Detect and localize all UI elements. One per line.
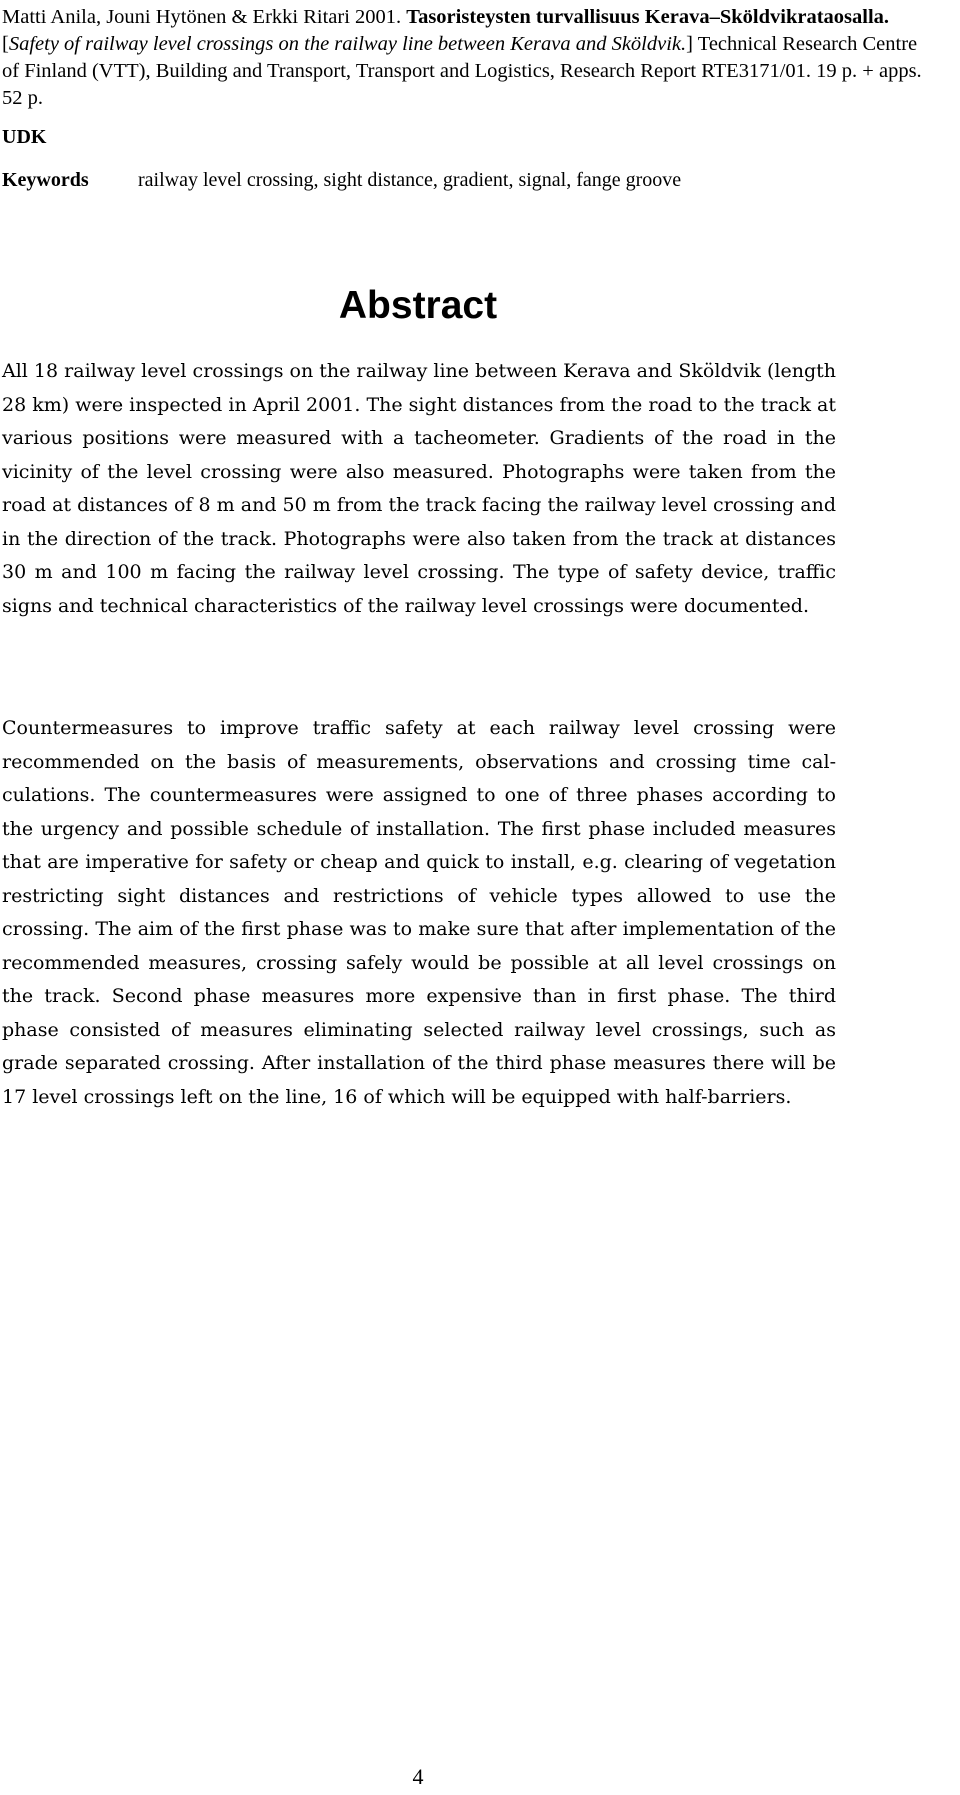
udk-label: UDK [2, 126, 47, 148]
keywords-label: Keywords [2, 169, 89, 191]
citation-translation: Safety of railway level crossings on the railway line between Kerava and Sköldvik. [8, 33, 687, 55]
citation-publisher: Technical Research Centre of Finland (VTT), Building and Transport, Transport and Logistics, Research Report RTE3171/01. 19 p. + apps. 52 p. [2, 33, 922, 109]
page-number: 4 [412, 1764, 424, 1789]
citation-bracket-open: [ [2, 33, 9, 55]
abstract-paragraph-1: All 18 railway level crossings on the railway line between Kerava and Sköldvik (length 28 km) were inspected in April 2001. The sight distances from the road to the track at various positions were measured with a tacheometer. Gradients of the road in the vicinity of the level crossing were also measured. Photographs were taken from the road at distances of 8 m and 50 m from the track facing the railway level crossing and in the direction of the track. Photographs were also taken from the track at distances 30 m and 100 m facing the railway level crossing. The type of safety device, traffic signs and technical characteristics of the railway level crossings were documented. [2, 360, 836, 617]
citation-title: Tasoristeysten turvallisuus Kerava–Sköldvikrataosalla. [406, 6, 890, 28]
citation-authors-year: Matti Anila, Jouni Hytönen & Erkki Ritari 2001. [2, 6, 407, 28]
abstract-heading: Abstract [338, 284, 498, 327]
keywords-value: railway level crossing, sight distance, gradient, signal, fange groove [138, 169, 682, 191]
abstract-paragraph-2: Countermeasures to improve traffic safety at each railway level crossing were recommended on the basis of measurements, observations and crossing time calculations. The countermeasures were assigned to one of three phases according to the urgency and possible schedule of installation. The first phase included measures that are imperative for safety or cheap and quick to install, e.g. clearing of vegetation restricting sight distances and restrictions of vehicle types allowed to use the crossing. The aim of the first phase was to make sure that after implementation of the recommended measures, crossing safely would be possible at all level crossings on the track. Second phase measures more expensive than in first phase. The third phase consisted of measures eliminating selected railway level crossings, such as grade separated crossing. After installation of the third phase measures there will be 17 level crossings left on the line, 16 of which will be equipped with half-barriers. [2, 717, 836, 1108]
citation [2, 4, 932, 112]
citation-bracket-close: ] [686, 33, 693, 55]
